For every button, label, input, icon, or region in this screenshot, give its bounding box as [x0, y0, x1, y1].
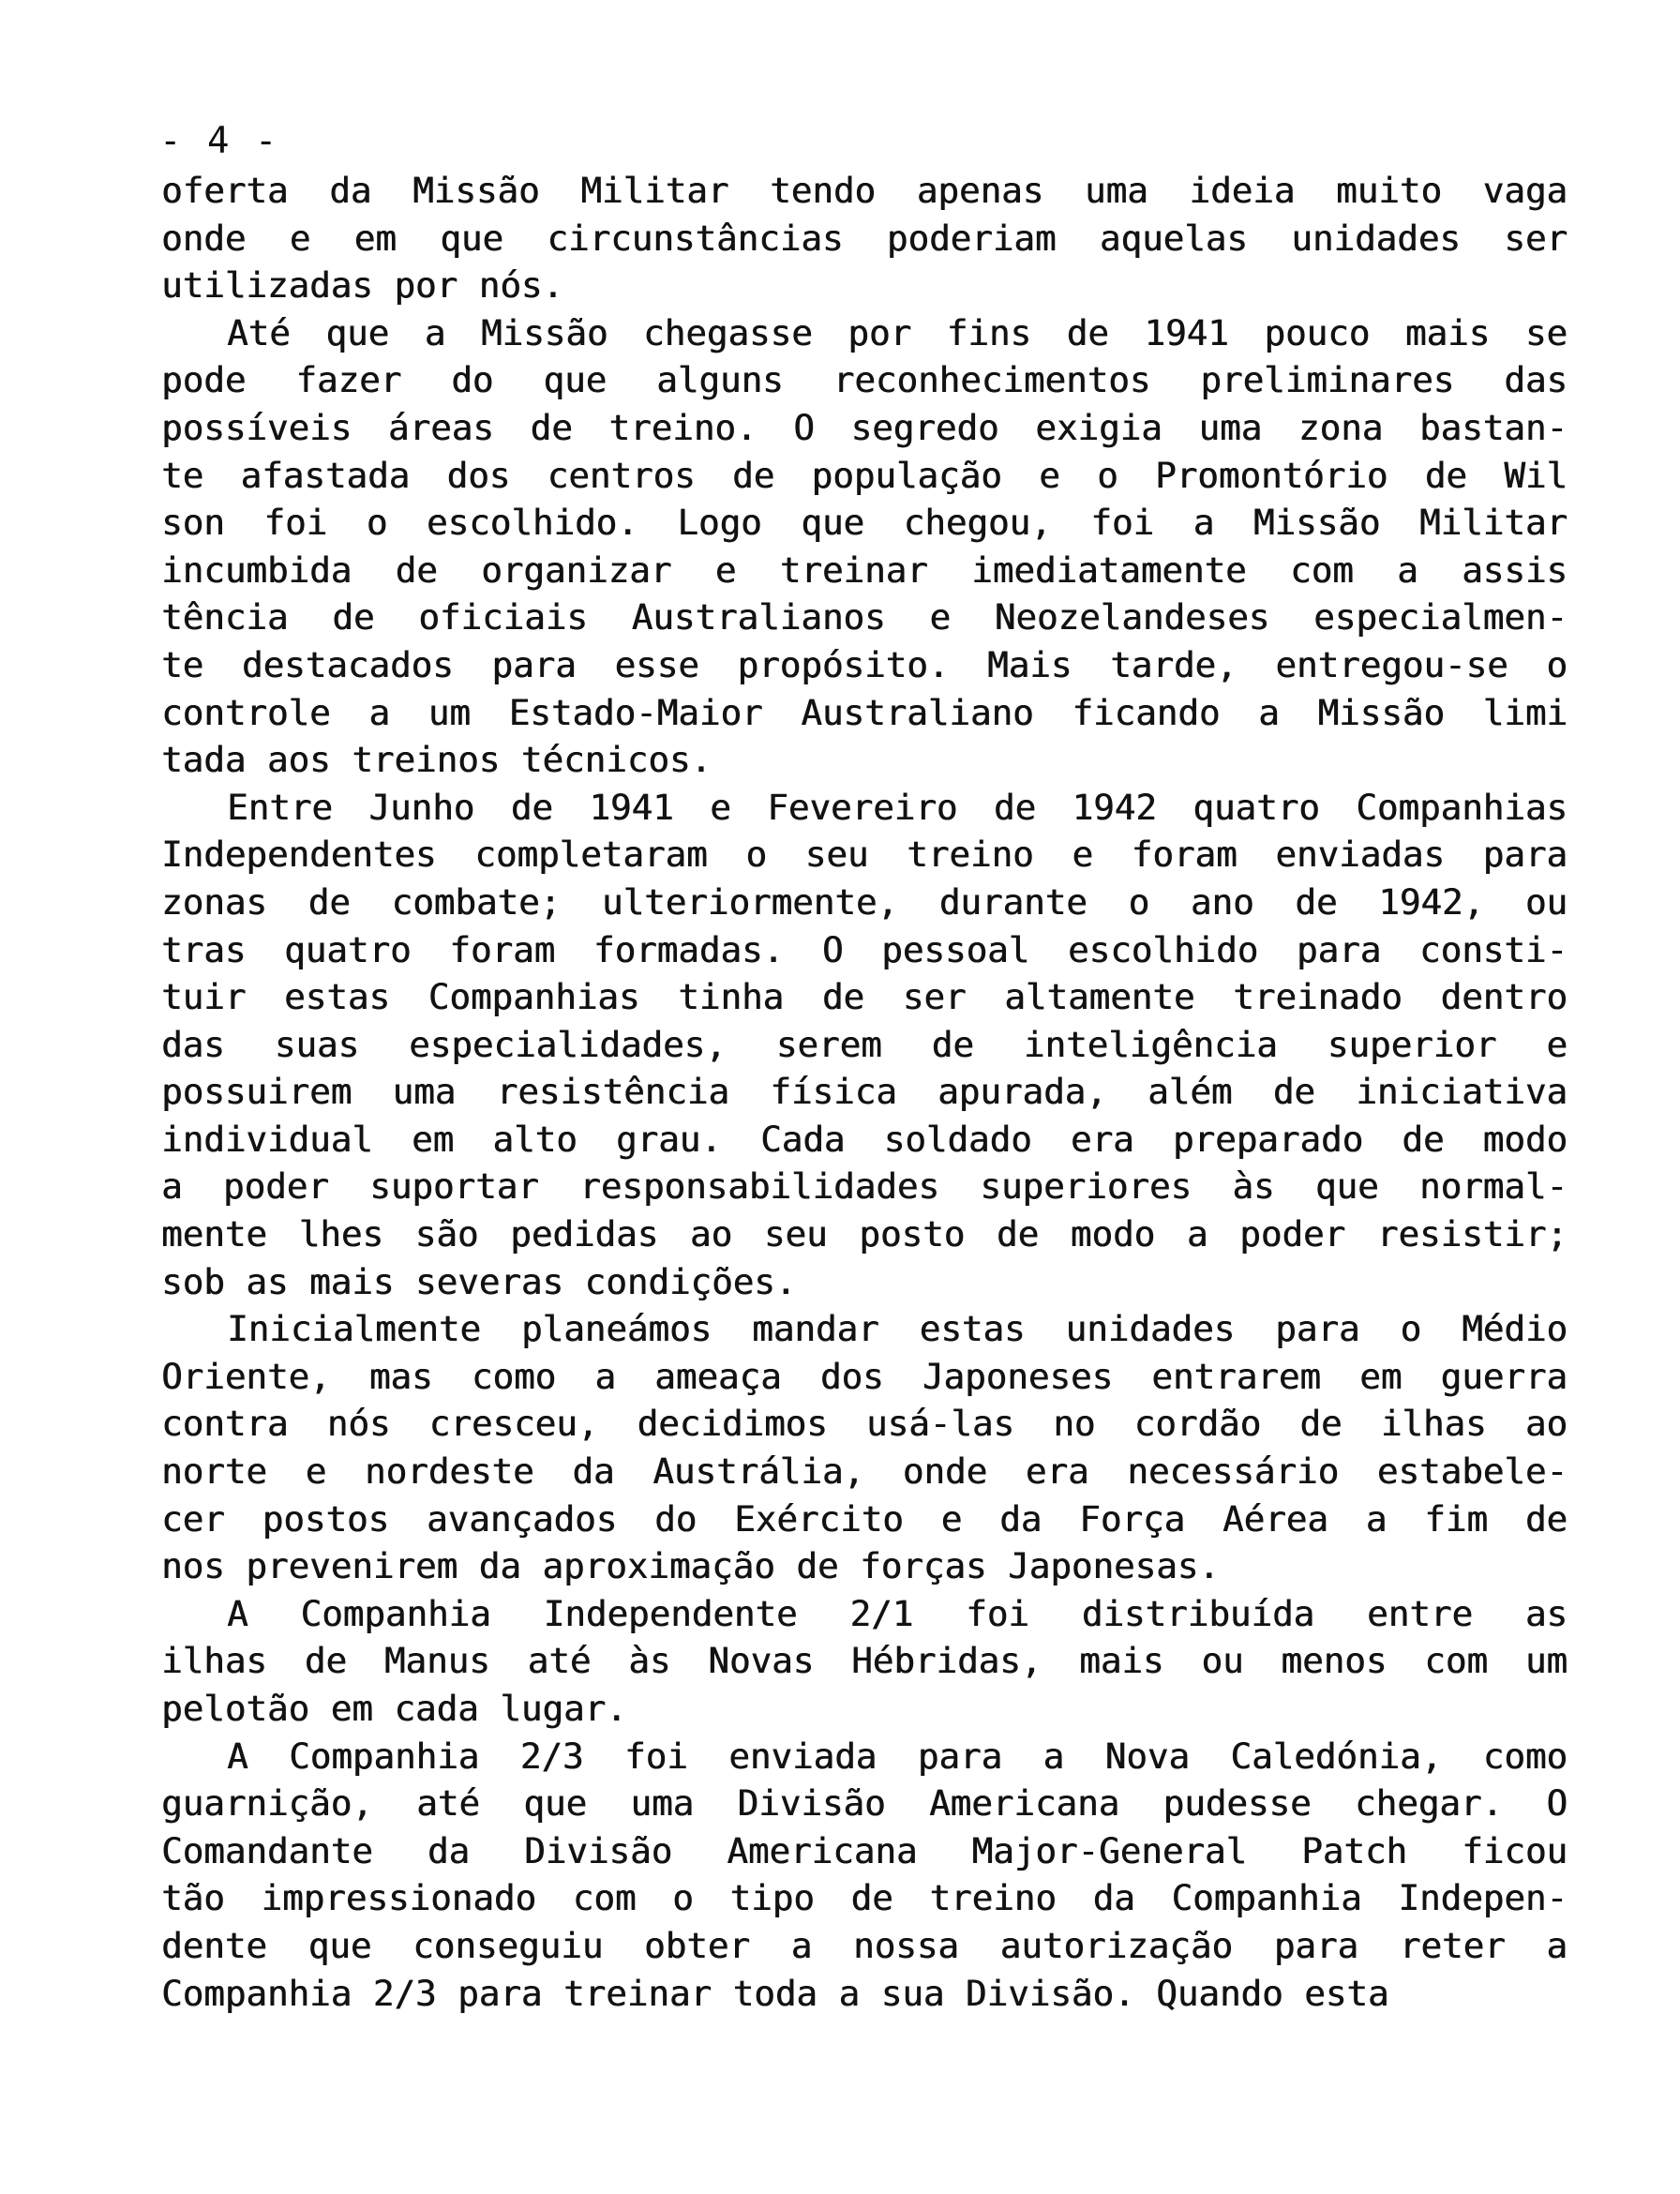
text-line: Até que a Missão chegasse por fins de 1941 pouco mais se [227, 311, 1568, 353]
text-line: tão impressionado com o tipo de treino da Companhia Indepen- [161, 1877, 1568, 1919]
text-line: zonas de combate; ulteriormente, durante o ano de 1942, ou [161, 880, 1568, 923]
text-line: oferta da Missão Militar tendo apenas uma ideia muito vaga [161, 170, 1568, 211]
paragraph [161, 1305, 1568, 1590]
text-line: son foi o escolhido. Logo que chegou, foi a Missão Militar [161, 502, 1568, 544]
text-line: tência de oficiais Australianos e Neozelandeses especialmen- [161, 596, 1568, 639]
text-line: dente que conseguiu obter a nossa autorização para reter a [161, 1924, 1568, 1966]
text-line: utilizadas por nós. [161, 264, 563, 307]
text-line: incumbida de organizar e treinar imediatamente com a assis [161, 548, 1568, 591]
text-line: pode fazer do que alguns reconhecimentos preliminares das [161, 359, 1568, 401]
text-line: tras quatro foram formadas. O pessoal escolhido para consti- [161, 928, 1568, 970]
text-line: guarnição, até que uma Divisão Americana pudesse chegar. O [161, 1782, 1568, 1825]
text-line: pelotão em cada lugar. [161, 1688, 627, 1729]
text-line: cer postos avançados do Exército e da Força Aérea a fim de [161, 1497, 1568, 1540]
text-line: A Companhia Independente 2/1 foi distribuída entre as [227, 1592, 1568, 1634]
text-line: Companhia 2/3 para treinar toda a sua Divisão. Quando esta [161, 1972, 1389, 2014]
text-line: tada aos treinos técnicos. [161, 739, 712, 781]
text-line: onde e em que circunstâncias poderiam aquelas unidades ser [161, 217, 1568, 259]
text-line: possuirem uma resistência física apurada, além de iniciativa [161, 1071, 1568, 1113]
text-line: possíveis áreas de treino. O segredo exigia uma zona bastan- [161, 406, 1568, 448]
text-line: nos prevenirem da aproximação de forças Japonesas. [161, 1545, 1220, 1587]
paragraph [161, 309, 1568, 784]
text-line: Entre Junho de 1941 e Fevereiro de 1942 quatro Companhias [227, 786, 1568, 828]
text-line: tuir estas Companhias tinha de ser altamente treinado dentro [161, 976, 1568, 1018]
text-line: mente lhes são pedidas ao seu posto de modo a poder resistir; [161, 1213, 1568, 1255]
body-text [161, 167, 1568, 2017]
page-number: - 4 - [159, 120, 279, 162]
text-line: te destacados para esse propósito. Mais tarde, entregou-se o [161, 643, 1568, 685]
text-line: Oriente, mas como a ameaça dos Japoneses entrarem em guerra [161, 1355, 1568, 1397]
paragraph [161, 167, 1568, 309]
paragraph [161, 1590, 1568, 1733]
paragraph [161, 1733, 1568, 2018]
text-line: te afastada dos centros de população e o Promontório de Wil [161, 454, 1568, 496]
text-line: Inicialmente planeámos mandar estas unidades para o Médio [227, 1308, 1568, 1350]
text-line: a poder suportar responsabilidades superiores às que normal- [161, 1165, 1568, 1208]
text-line: sob as mais severas condições. [161, 1260, 797, 1302]
paragraph [161, 784, 1568, 1306]
text-line: contra nós cresceu, decidimos usá-las no cordão de ilhas ao [161, 1403, 1568, 1445]
text-line: das suas especialidades, serem de inteligência superior e [161, 1023, 1568, 1065]
text-line: A Companhia 2/3 foi enviada para a Nova Caledónia, como [227, 1735, 1568, 1777]
text-line: controle a um Estado-Maior Australiano ficando a Missão limi [161, 691, 1568, 733]
text-line: ilhas de Manus até às Novas Hébridas, mais ou menos com um [161, 1640, 1568, 1682]
text-line: Independentes completaram o seu treino e foram enviadas para [161, 834, 1568, 876]
text-line: norte e nordeste da Austrália, onde era necessário estabele- [161, 1450, 1568, 1493]
text-line: Comandante da Divisão Americana Major-General Patch ficou [161, 1829, 1568, 1871]
text-line: individual em alto grau. Cada soldado era preparado de modo [161, 1118, 1568, 1160]
